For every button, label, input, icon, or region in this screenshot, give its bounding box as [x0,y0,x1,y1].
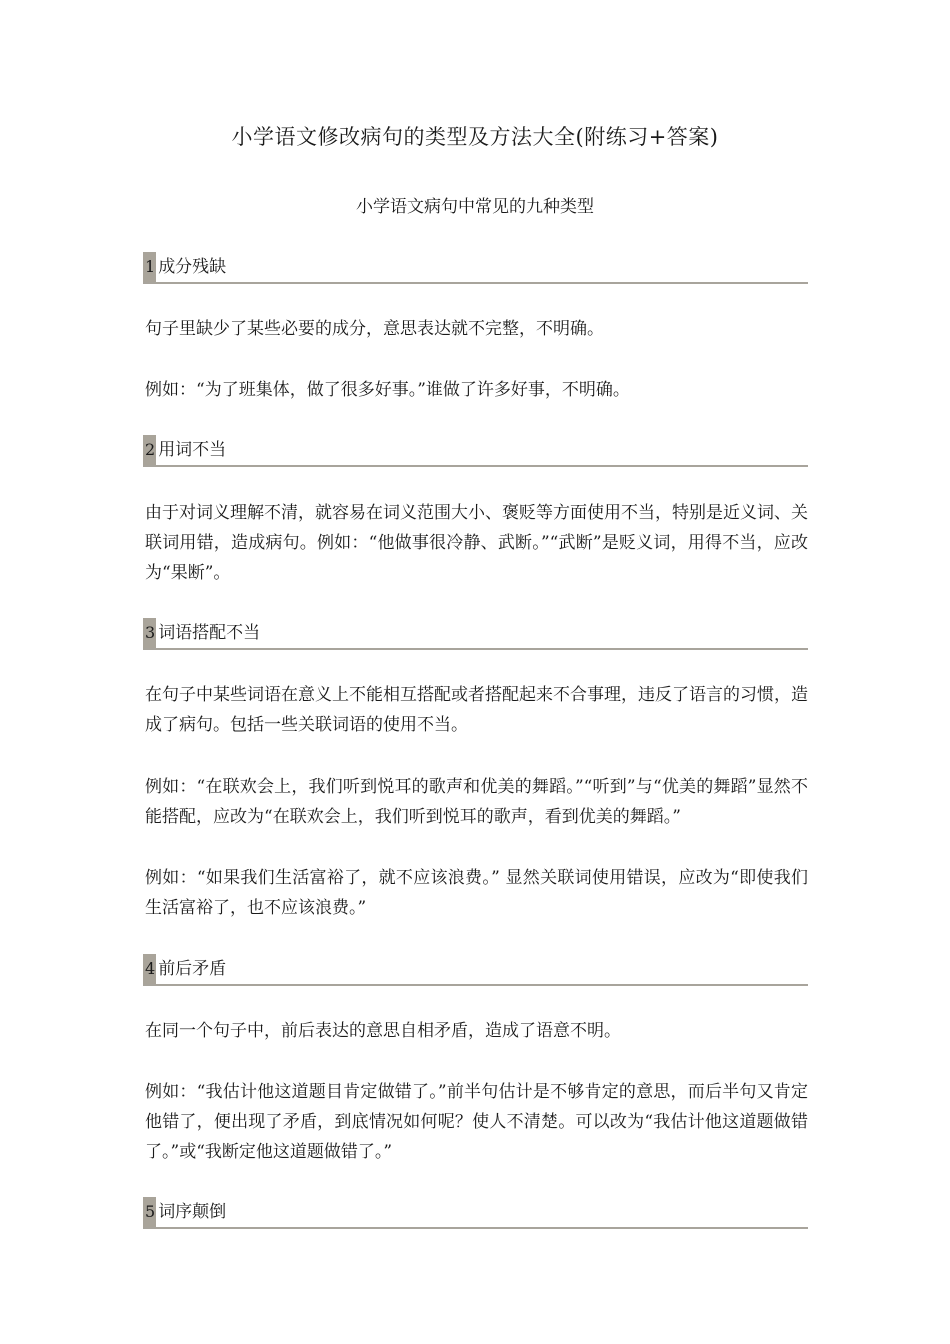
section-number-badge: 5 [143,1197,156,1227]
section-heading-label: 词序颠倒 [158,1202,227,1222]
section-heading-5 [143,1197,808,1229]
section-number-badge: 2 [143,435,156,465]
section-heading-label: 用词不当 [158,440,227,460]
section-heading-3 [143,618,808,650]
paragraph: 由于对词义理解不清，就容易在词义范围大小、褒贬等方面使用不当，特别是近义词、关联词用错，造成病句。例如：“他做事很冷静、武断。”“武断”是贬义词，用得不当，应改为“果断”。 [145,503,808,583]
paragraph: 例如：“如果我们生活富裕了，就不应该浪费。” 显然关联词使用错误，应改为“即使我们生活富裕了，也不应该浪费。” [145,868,808,918]
section-number-badge: 1 [143,252,156,282]
page-subtitle: 小学语文病句中常见的九种类型 [356,197,594,217]
page-title: 小学语文修改病句的类型及方法大全(附练习+答案) [231,125,719,149]
section-heading-label: 词语搭配不当 [158,623,261,643]
section-heading-2 [143,435,808,467]
section-number-badge: 3 [143,618,156,648]
section-heading-label: 前后矛盾 [158,959,227,979]
paragraph: 例如：“为了班集体，做了很多好事。”谁做了许多好事，不明确。 [145,380,630,400]
section-heading-4 [143,954,808,986]
section-number-badge: 4 [143,954,156,984]
paragraph: 在同一个句子中，前后表达的意思自相矛盾，造成了语意不明。 [145,1021,621,1041]
paragraph: 例如：“我估计他这道题目肯定做错了。”前半句估计是不够肯定的意思，而后半句又肯定他错了，便出现了矛盾，到底情况如何呢？使人不清楚。可以改为“我估计他这道题做错了。”或“我断定他这道题做错了。” [145,1082,808,1162]
paragraph: 在句子中某些词语在意义上不能相互搭配或者搭配起来不合事理，违反了语言的习惯，造成了病句。包括一些关联词语的使用不当。 [145,685,808,735]
paragraph: 句子里缺少了某些必要的成分，意思表达就不完整，不明确。 [145,319,604,339]
section-heading-1 [143,252,808,284]
section-heading-label: 成分残缺 [158,257,227,277]
paragraph: 例如：“在联欢会上，我们听到悦耳的歌声和优美的舞蹈。”“听到”与“优美的舞蹈”显然不能搭配，应改为“在联欢会上，我们听到悦耳的歌声，看到优美的舞蹈。” [145,777,808,827]
